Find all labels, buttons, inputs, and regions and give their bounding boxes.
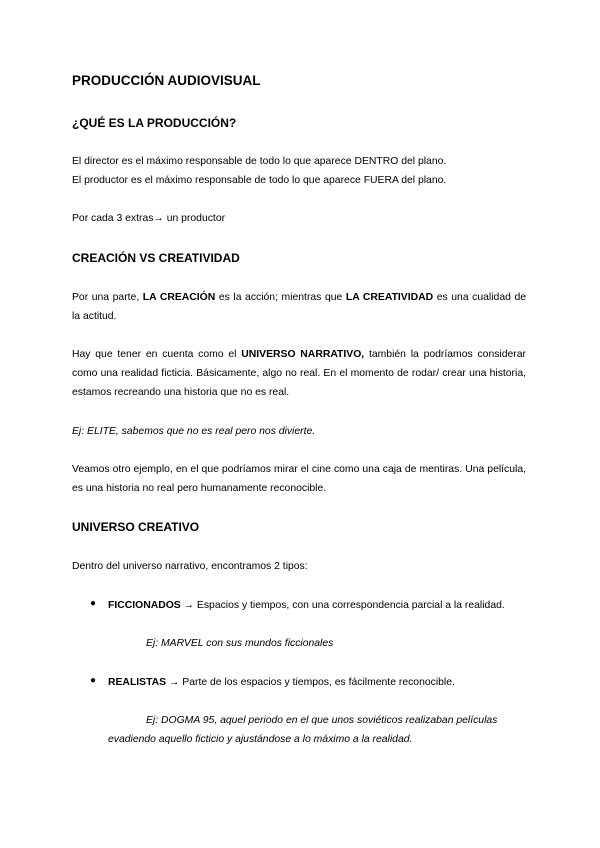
paragraph-creacion <box>72 288 526 326</box>
section-heading-produccion: ¿QUÉ ES LA PRODUCCIÓN? <box>72 116 237 130</box>
text-run: Hay que tener en cuenta como el <box>72 349 242 360</box>
bold-term-ficcionados: FICCIONADOS <box>108 600 181 611</box>
text-run: también la podríamos considerar como una realidad ficticia. Básicamente, algo no real. En el momento de rodar/ crear una historia, estamos recreando una historia que no es real. <box>72 349 526 398</box>
document-title: PRODUCCIÓN AUDIOVISUAL <box>72 73 261 88</box>
list-item-realistas <box>108 673 526 692</box>
example-dogma-line1: Ej: DOGMA 95, aquel periodo en el que unos soviéticos realizaban películas <box>146 715 498 726</box>
paragraph-caja-mentiras: Veamos otro ejemplo, en el que podríamos mirar el cine como una caja de mentiras. Una película, es una historia no real pero humanamente reconocible. <box>72 464 526 494</box>
section-heading-universo-creativo: UNIVERSO CREATIVO <box>72 520 200 534</box>
section-heading-creacion: CREACIÓN VS CREATIVIDAD <box>72 251 240 265</box>
paragraph-dos-tipos: Dentro del universo narrativo, encontramos 2 tipos: <box>72 561 308 572</box>
text-run: es la acción; mientras que <box>215 292 346 303</box>
list-item-ficcionados <box>108 596 526 615</box>
text-run: → Espacios y tiempos, con una correspondencia parcial a la realidad. <box>180 600 505 611</box>
bold-term-creatividad: LA CREATIVIDAD <box>345 292 434 303</box>
bullet-icon: ● <box>90 598 97 609</box>
text-run: → Parte de los espacios y tiempos, es fácilmente reconocible. <box>166 677 455 688</box>
bullet-icon: ● <box>90 675 97 686</box>
text-run: es una cualidad de la actitud. <box>72 292 526 322</box>
text-run: Por una parte, <box>72 292 143 303</box>
paragraph-director: El director es el máximo responsable de todo lo que aparece DENTRO del plano. <box>72 156 447 167</box>
paragraph-productor: El productor es el máximo responsable de todo lo que aparece FUERA del plano. <box>72 175 447 186</box>
example-marvel: Ej: MARVEL con sus mundos ficcionales <box>146 638 334 649</box>
paragraph-universo-narrativo <box>72 345 526 402</box>
bold-term-realistas: REALISTAS <box>108 677 167 688</box>
example-elite: Ej: ELITE, sabemos que no es real pero nos divierte. <box>72 426 316 437</box>
bold-term-creacion: LA CREACIÓN <box>142 292 216 303</box>
example-dogma-line2: evadiendo aquello ficticio y ajustándose a lo máximo a la realidad. <box>108 734 413 745</box>
paragraph-extras: Por cada 3 extras→ un productor <box>72 213 226 224</box>
bold-term-universo: UNIVERSO NARRATIVO, <box>241 349 365 360</box>
